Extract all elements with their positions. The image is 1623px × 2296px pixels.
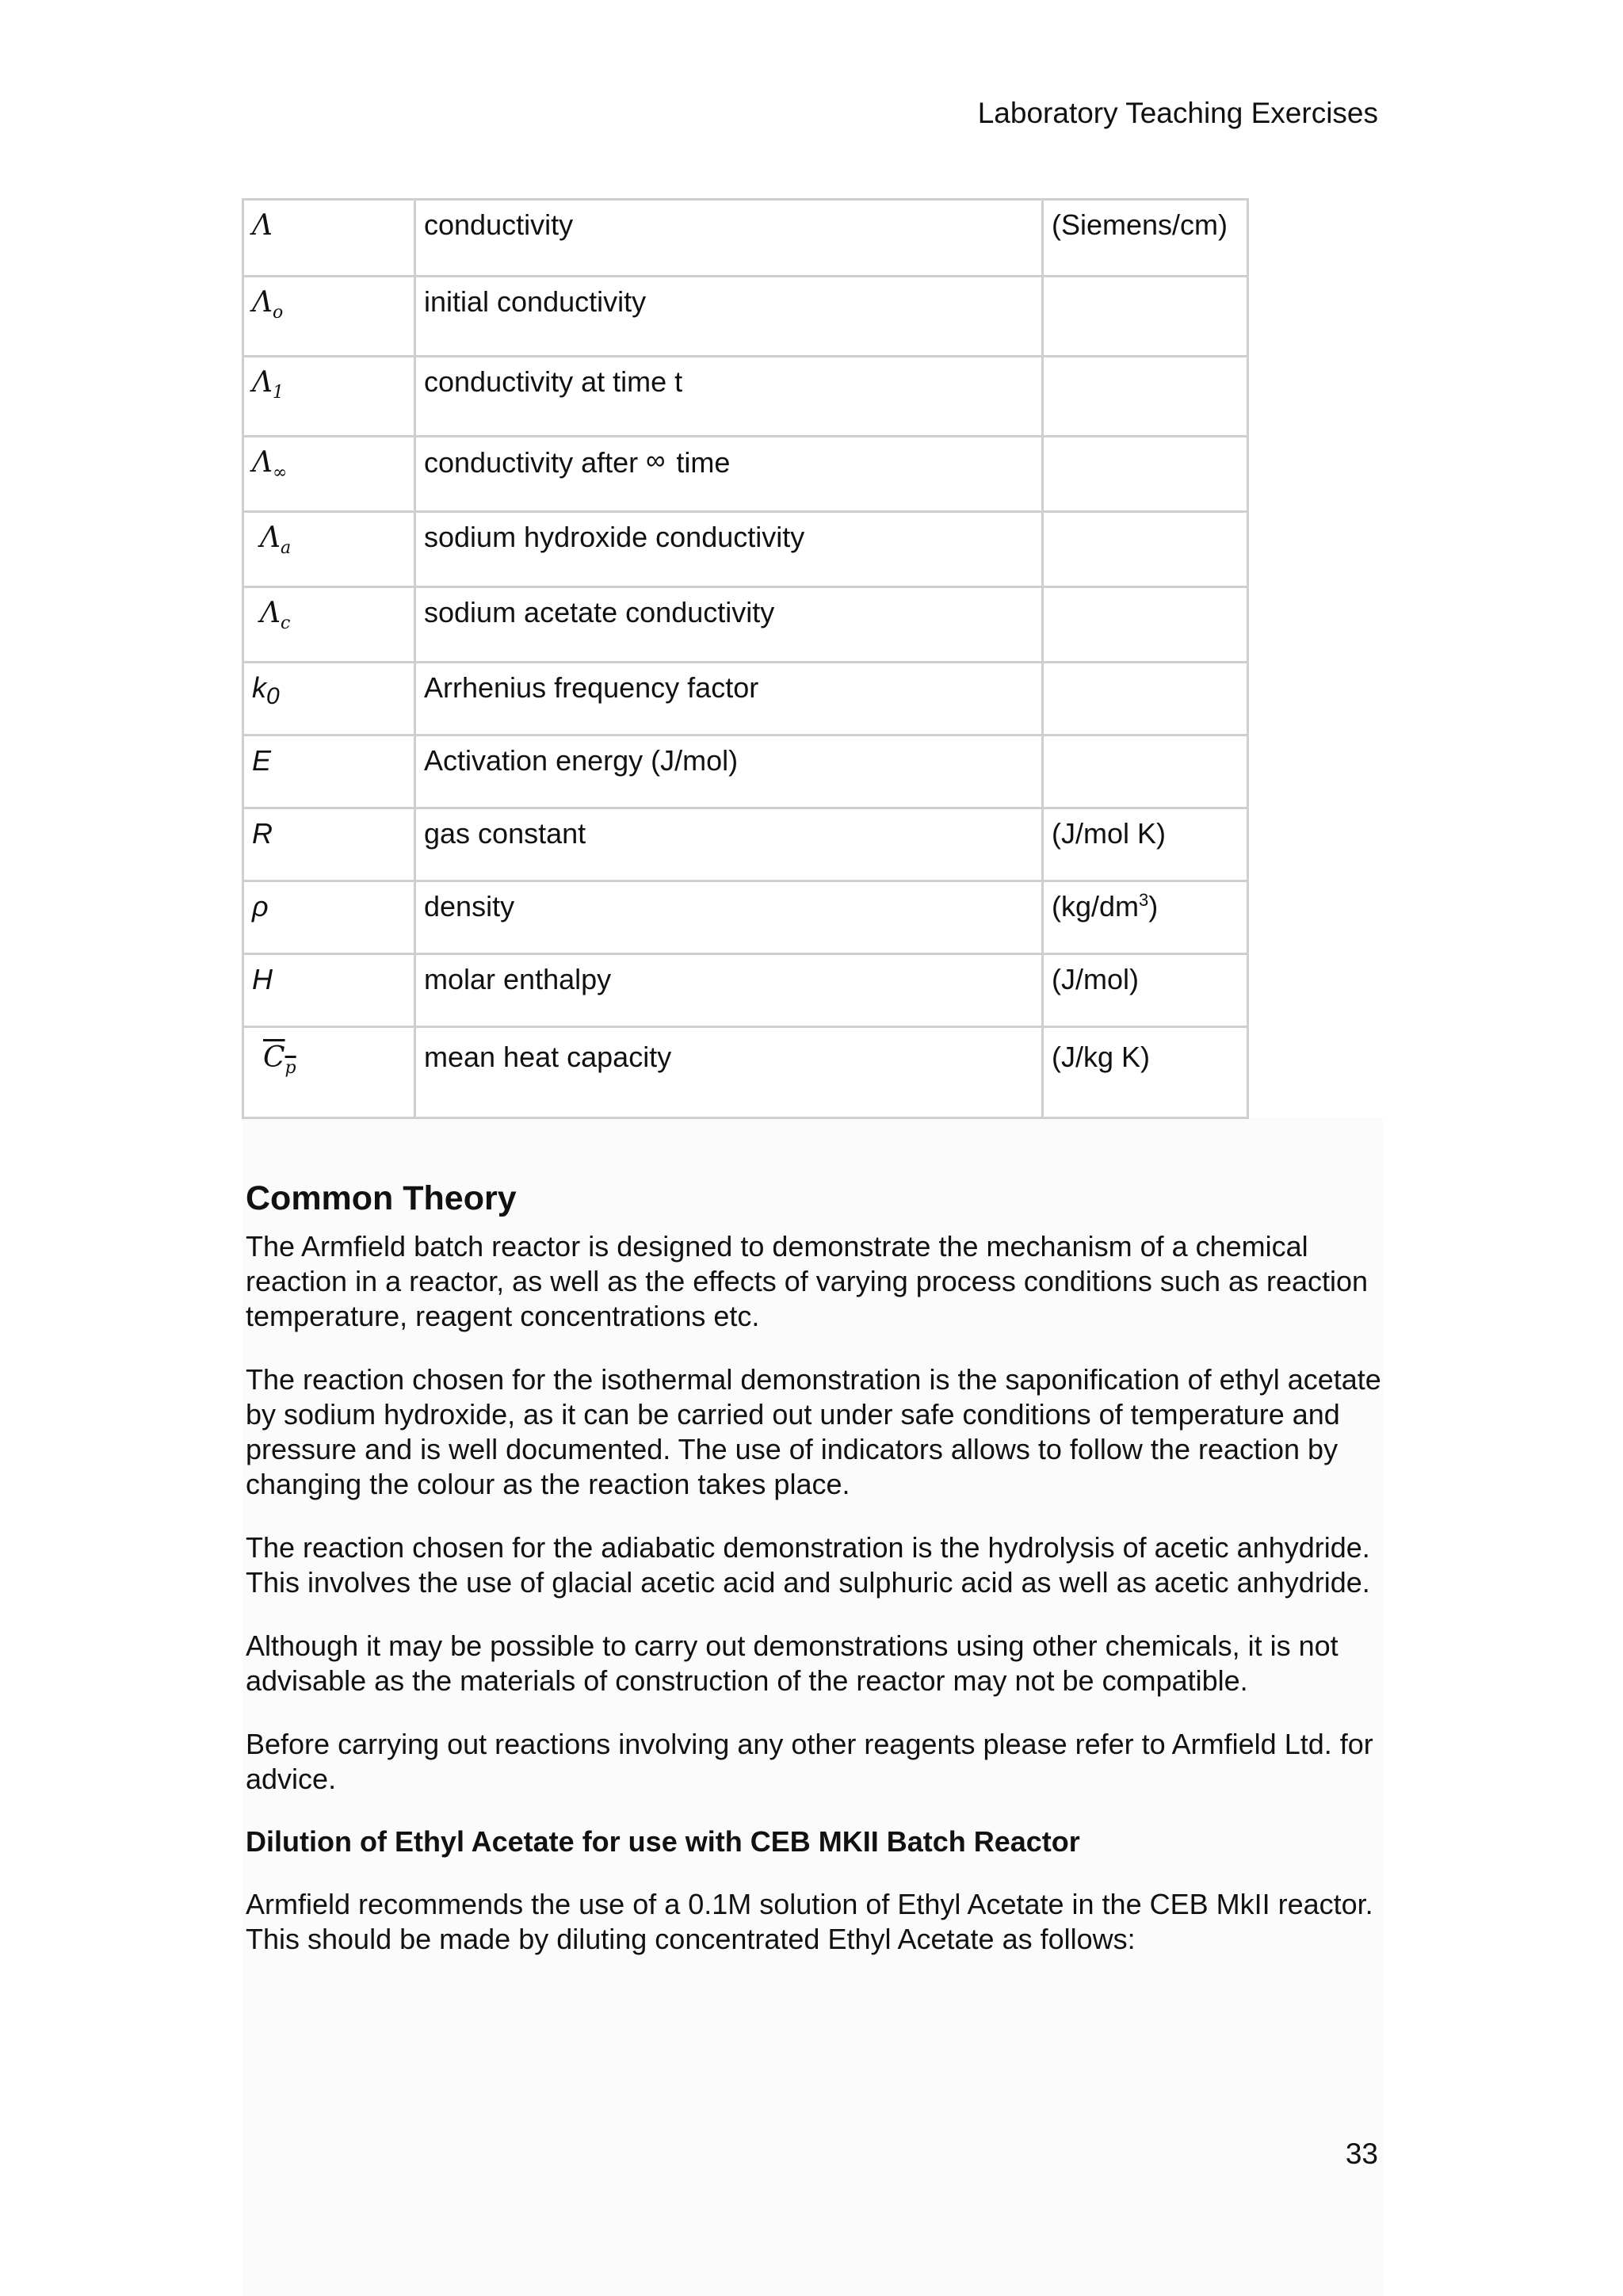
symbol-cell — [243, 277, 415, 357]
table-row — [243, 954, 1248, 1027]
symbol-lambda-1: $\Lambda_1$ — [252, 366, 284, 403]
symbol-k0: $k_0$ — [252, 671, 280, 710]
symbol-e: E — [252, 744, 272, 777]
symbol-table — [242, 198, 1249, 1119]
description-cell: mean heat capacity — [415, 1027, 1043, 1118]
symbol-lambda-a: $\Lambda_a$ — [260, 521, 292, 559]
table-row — [243, 200, 1248, 277]
unit-cell — [1043, 357, 1248, 437]
unit-cell: (J/mol) — [1043, 954, 1248, 1027]
infinity-icon: ∞ — [646, 445, 666, 476]
symbol-h: H — [252, 963, 273, 995]
description-cell: Arrhenius frequency factor — [415, 663, 1043, 735]
symbol-lambda-infinity: $\Lambda_\infty$ — [252, 446, 288, 483]
paragraph: Before carrying out reactions involving any other reagents please refer to Armfield Ltd. for advice. — [246, 1728, 1373, 1795]
symbol-cell — [243, 357, 415, 437]
symbol-cell — [243, 200, 415, 277]
paragraph: Armfield recommends the use of a 0.1M solution of Ethyl Acetate in the CEB MkII reactor. This should be made by diluting concentrated Ethyl Acetate as follows: — [246, 1888, 1373, 1955]
table-row — [243, 663, 1248, 735]
symbol-cp-bar: $C_p$ — [263, 1041, 296, 1079]
symbol-lambda-o: $\Lambda_o$ — [252, 286, 284, 323]
table-row — [243, 357, 1248, 437]
unit-cell — [1043, 512, 1248, 587]
unit-cell: (Siemens/cm) — [1043, 200, 1248, 277]
description-cell: sodium hydroxide conductivity — [415, 512, 1043, 587]
unit-cell — [1043, 277, 1248, 357]
symbol-r: R — [252, 817, 273, 850]
symbol-cell — [243, 881, 415, 954]
symbol-cell — [243, 587, 415, 663]
description-cell: conductivity at time t — [415, 357, 1043, 437]
table-row — [243, 808, 1248, 881]
paragraph: The reaction chosen for the adiabatic demonstration is the hydrolysis of acetic anhydride. This involves the use of glacial acetic acid and sulphuric acid as well as acetic anhydride. — [246, 1531, 1370, 1599]
description-cell: sodium acetate conductivity — [415, 587, 1043, 663]
table-row — [243, 277, 1248, 357]
paragraph: Although it may be possible to carry out demonstrations using other chemicals, it is not advisable as the materials of construction of the reactor may not be compatible. — [246, 1629, 1338, 1697]
paragraph: The reaction chosen for the isothermal demonstration is the saponification of ethyl acetate by sodium hydroxide, as it can be carried out under safe conditions of temperature and pressure and is well documented. The use of indicators allows to follow the reaction by changing the colour as the reaction takes place. — [246, 1363, 1381, 1500]
unit-cell — [1043, 587, 1248, 663]
unit-cell — [1043, 735, 1248, 808]
table-row — [243, 1027, 1248, 1118]
description-cell: initial conductivity — [415, 277, 1043, 357]
symbol-lambda: Λ — [252, 209, 273, 242]
table-row — [243, 735, 1248, 808]
table-row — [243, 881, 1248, 954]
symbol-cell — [243, 663, 415, 735]
table-row — [243, 587, 1248, 663]
description-cell: density — [415, 881, 1043, 954]
description-cell: conductivity after ∞ time — [415, 437, 1043, 512]
description-cell: gas constant — [415, 808, 1043, 881]
description-cell: conductivity — [415, 200, 1043, 277]
unit-cell — [1043, 437, 1248, 512]
description-cell: molar enthalpy — [415, 954, 1043, 1027]
unit-cell — [1043, 663, 1248, 735]
table-row — [243, 512, 1248, 587]
subsection-heading: Dilution of Ethyl Acetate for use with CEB MKII Batch Reactor — [246, 1825, 1080, 1858]
unit-cell: $(kg/dm^3)$ — [1043, 881, 1248, 954]
symbol-cell — [243, 735, 415, 808]
unit-cell: (J/mol K) — [1043, 808, 1248, 881]
common-theory-section — [246, 1179, 1387, 1985]
paragraph: The Armfield batch reactor is designed to demonstrate the mechanism of a chemical reaction in a reactor, as well as the effects of varying process conditions such as reaction temperature, reagent concentrations etc. — [246, 1230, 1369, 1332]
symbol-cell — [243, 512, 415, 587]
symbol-cell — [243, 954, 415, 1027]
section-title: Common Theory — [246, 1179, 517, 1217]
symbol-cell — [243, 1027, 415, 1118]
table-row — [243, 437, 1248, 512]
description-cell: Activation energy (J/mol) — [415, 735, 1043, 808]
running-header: Laboratory Teaching Exercises — [977, 97, 1378, 129]
unit-cell: (J/kg K) — [1043, 1027, 1248, 1118]
page-number: 33 — [1345, 2137, 1378, 2170]
symbol-rho: ρ — [252, 890, 269, 923]
symbol-cell — [243, 808, 415, 881]
symbol-lambda-c: $\Lambda_c$ — [260, 597, 291, 634]
symbol-cell — [243, 437, 415, 512]
